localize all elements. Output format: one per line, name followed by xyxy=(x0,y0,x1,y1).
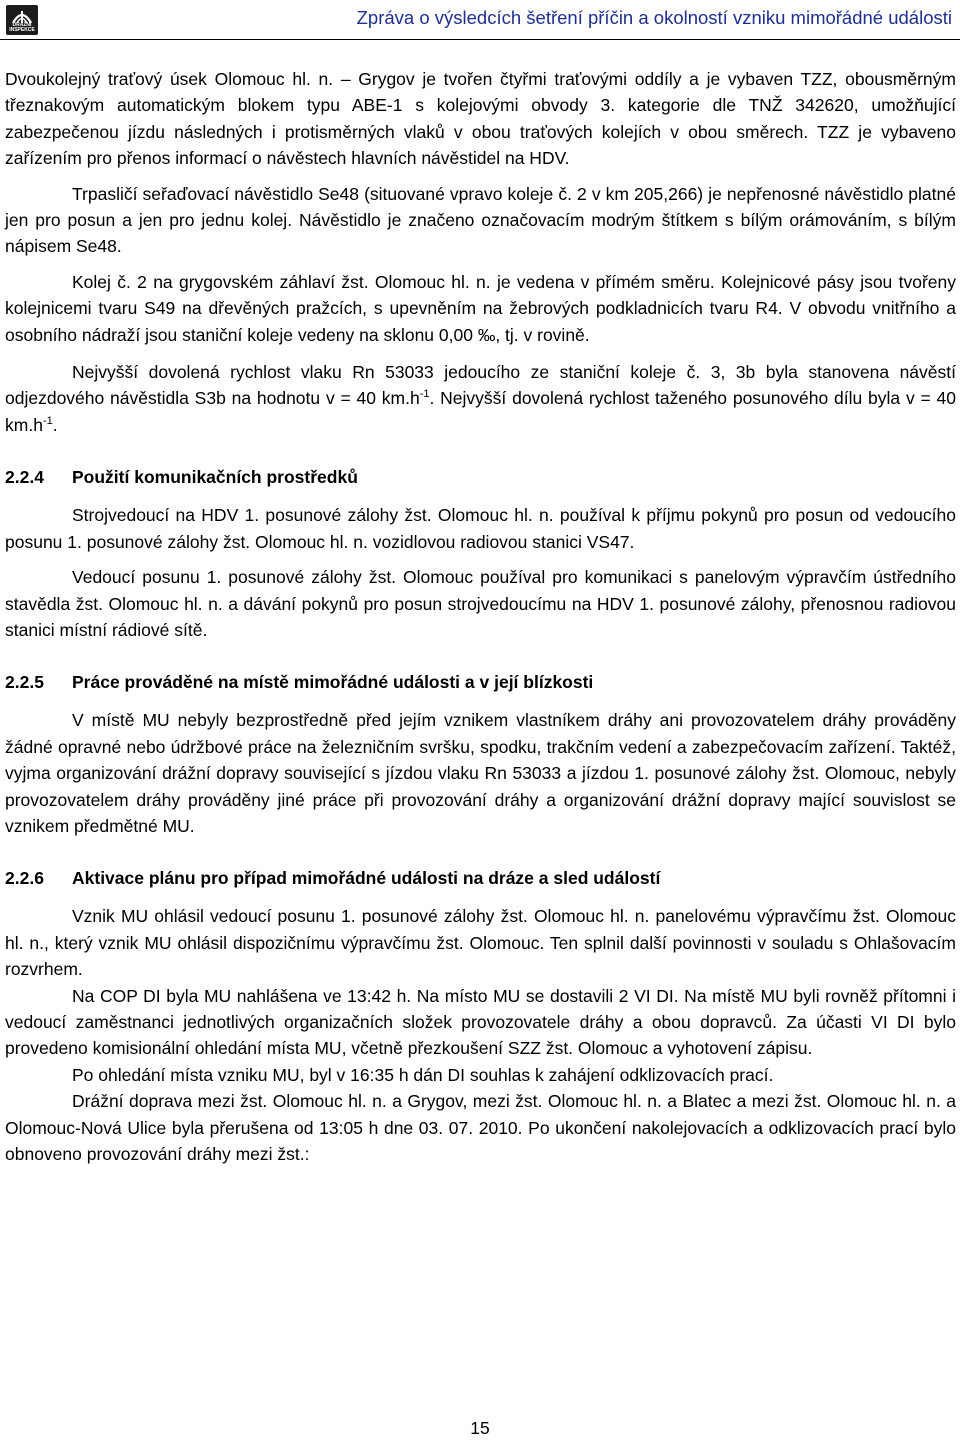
section-title: Aktivace plánu pro případ mimořádné události na dráze a sled událostí xyxy=(72,868,661,889)
logo-text: DRÁŽNÍ INSPEKCE xyxy=(9,22,35,33)
document-body xyxy=(5,66,956,1167)
speed-text-b: . Nejvyšší dovolená rychlost taženého posunového dílu byla v = 40 km.h xyxy=(5,388,956,435)
paragraph-cop-notification: Na COP DI byla MU nahlášena ve 13:42 h. Na místo MU se dostavili 2 VI DI. Na místě MU byli rovněž přítomni i vedoucí zaměstnanci jednotlivých organizačních složek provozovatele dráhy a obou dopravců. Za účasti VI DI bylo provedeno komisionální ohledání místa MU, včetně přezkoušení SZZ žst. Olomouc a vyhotovení zápisu. xyxy=(5,985,956,1059)
speed-unit-exponent: -1 xyxy=(42,415,53,428)
paragraph-dwarf-signal: Trpasličí seřaďovací návěstidlo Se48 (situované vpravo koleje č. 2 v km 205,266) je nepřenosné návěstidlo platné jen pro posun a jen pro jednu kolej. Návěstidlo je značeno označovacím modrým štítkem s bílým orámováním, s bílým nápisem Se48. xyxy=(5,183,956,257)
section-number: 2.2.6 xyxy=(5,868,44,889)
section-heading-2-2-4 xyxy=(5,464,956,490)
section-title: Použití komunikačních prostředků xyxy=(72,467,358,488)
section-heading-2-2-6 xyxy=(5,865,956,891)
paragraph-track-description: Kolej č. 2 na grygovském záhlaví žst. Olomouc hl. n. je vedena v přímém směru. Kolejnicové pásy jsou tvořeny kolejnicemi tvaru S49 na dřevěných pražcích, s upevněním na žebrových podkladnicích tvaru R4. V obvodu vnitřního a osobního nádraží jsou staniční koleje vedeny na sklonu 0,00 ‰, tj. v rovině. xyxy=(5,271,956,345)
paragraph-max-speed xyxy=(5,359,956,438)
paragraph-track-section: Dvoukolejný traťový úsek Olomouc hl. n. – Grygov je tvořen čtyřmi traťovými oddíly a je vybaven TZZ, obousměrným třeznakovým automatickým blokem typu ABE-1 s kolejovými obvody 3. kategorie dle TNŽ 342620, umožňující zabezpečenou jízdu následných i protisměrných vlaků v obou traťových kolejích v obou směrech. TZZ je vybaveno zařízením pro přenos informací o návěstech hlavních návěstidel na HDV. xyxy=(5,69,956,169)
paragraph-shunting-lead-radio: Vedoucí posunu 1. posunové zálohy žst. Olomouc používal pro komunikaci s panelovým výpravčím ústředního stavědla žst. Olomouc hl. n. a dávání pokynů pro posun strojvedoucímu na HDV 1. posunové zálohy, přenosnou radiovou stanici místní rádiové sítě. xyxy=(5,567,956,640)
paragraph-driver-radio: Strojvedoucí na HDV 1. posunové zálohy žst. Olomouc hl. n. používal k příjmu pokynů pro posun od vedoucího posunu 1. posunové zálohy žst. Olomouc hl. n. vozidlovou radiovou stanici VS47. xyxy=(5,505,956,552)
drazni-inspekce-logo xyxy=(6,5,38,35)
paragraph-works-at-site: V místě MU nebyly bezprostředně před jejím vznikem vlastníkem dráhy ani provozovatelem dráhy prováděny žádné opravné nebo údržbové práce na železničním svršku, spodku, trakčním vedení a zabezpečovacím zařízení. Taktéž, vyjma organizování drážní dopravy související s jízdou vlaku Rn 53033 a jízdou 1. posunové zálohy žst. Olomouc, nebyly provozovatelem dráhy prováděny jiné práce při provozování dráhy a organizování drážní dopravy mající souvislost se vznikem předmětné MU. xyxy=(5,710,956,836)
section-number: 2.2.4 xyxy=(5,467,44,488)
paragraph-traffic-interruption: Drážní doprava mezi žst. Olomouc hl. n. a Grygov, mezi žst. Olomouc hl. n. a Blatec a mezi žst. Olomouc hl. n. a Olomouc-Nová Ulice byla přerušena od 13:05 h dne 03. 07. 2010. Po ukončení nakolejovacích a odklizovacích prací bylo obnoveno provozování dráhy mezi žst.: xyxy=(5,1091,956,1164)
section-title: Práce prováděné na místě mimořádné události a v její blízkosti xyxy=(72,672,594,693)
page-number: 15 xyxy=(470,1418,490,1438)
speed-text-a: Nejvyšší dovolená rychlost vlaku Rn 53033 jedoucího ze staniční koleje č. 3, 3b byla stanovena návěstí odjezdového návěstidla S3b na hodnotu v = 40 km.h xyxy=(5,362,956,409)
section-number: 2.2.5 xyxy=(5,672,44,693)
paragraph-clearing-consent: Po ohledání místa vzniku MU, byl v 16:35 h dán DI souhlas k zahájení odklizovacích prací. xyxy=(72,1064,774,1085)
section-heading-2-2-5 xyxy=(5,669,956,695)
page-header xyxy=(0,0,960,40)
report-title: Zpráva o výsledcích šetření příčin a okolností vzniku mimořádné události xyxy=(356,7,952,28)
speed-unit-exponent: -1 xyxy=(419,388,430,401)
paragraph-incident-report: Vznik MU ohlásil vedoucí posunu 1. posunové zálohy žst. Olomouc hl. n. panelovému výpravčímu žst. Olomouc hl. n., který vznik MU ohlásil dispozičnímu výpravčímu žst. Olomouc. Ten splnil další povinnosti v souladu s Ohlašovacím rozvrhem. xyxy=(5,906,956,980)
speed-text-c: . xyxy=(52,414,58,435)
header-divider xyxy=(0,39,960,40)
